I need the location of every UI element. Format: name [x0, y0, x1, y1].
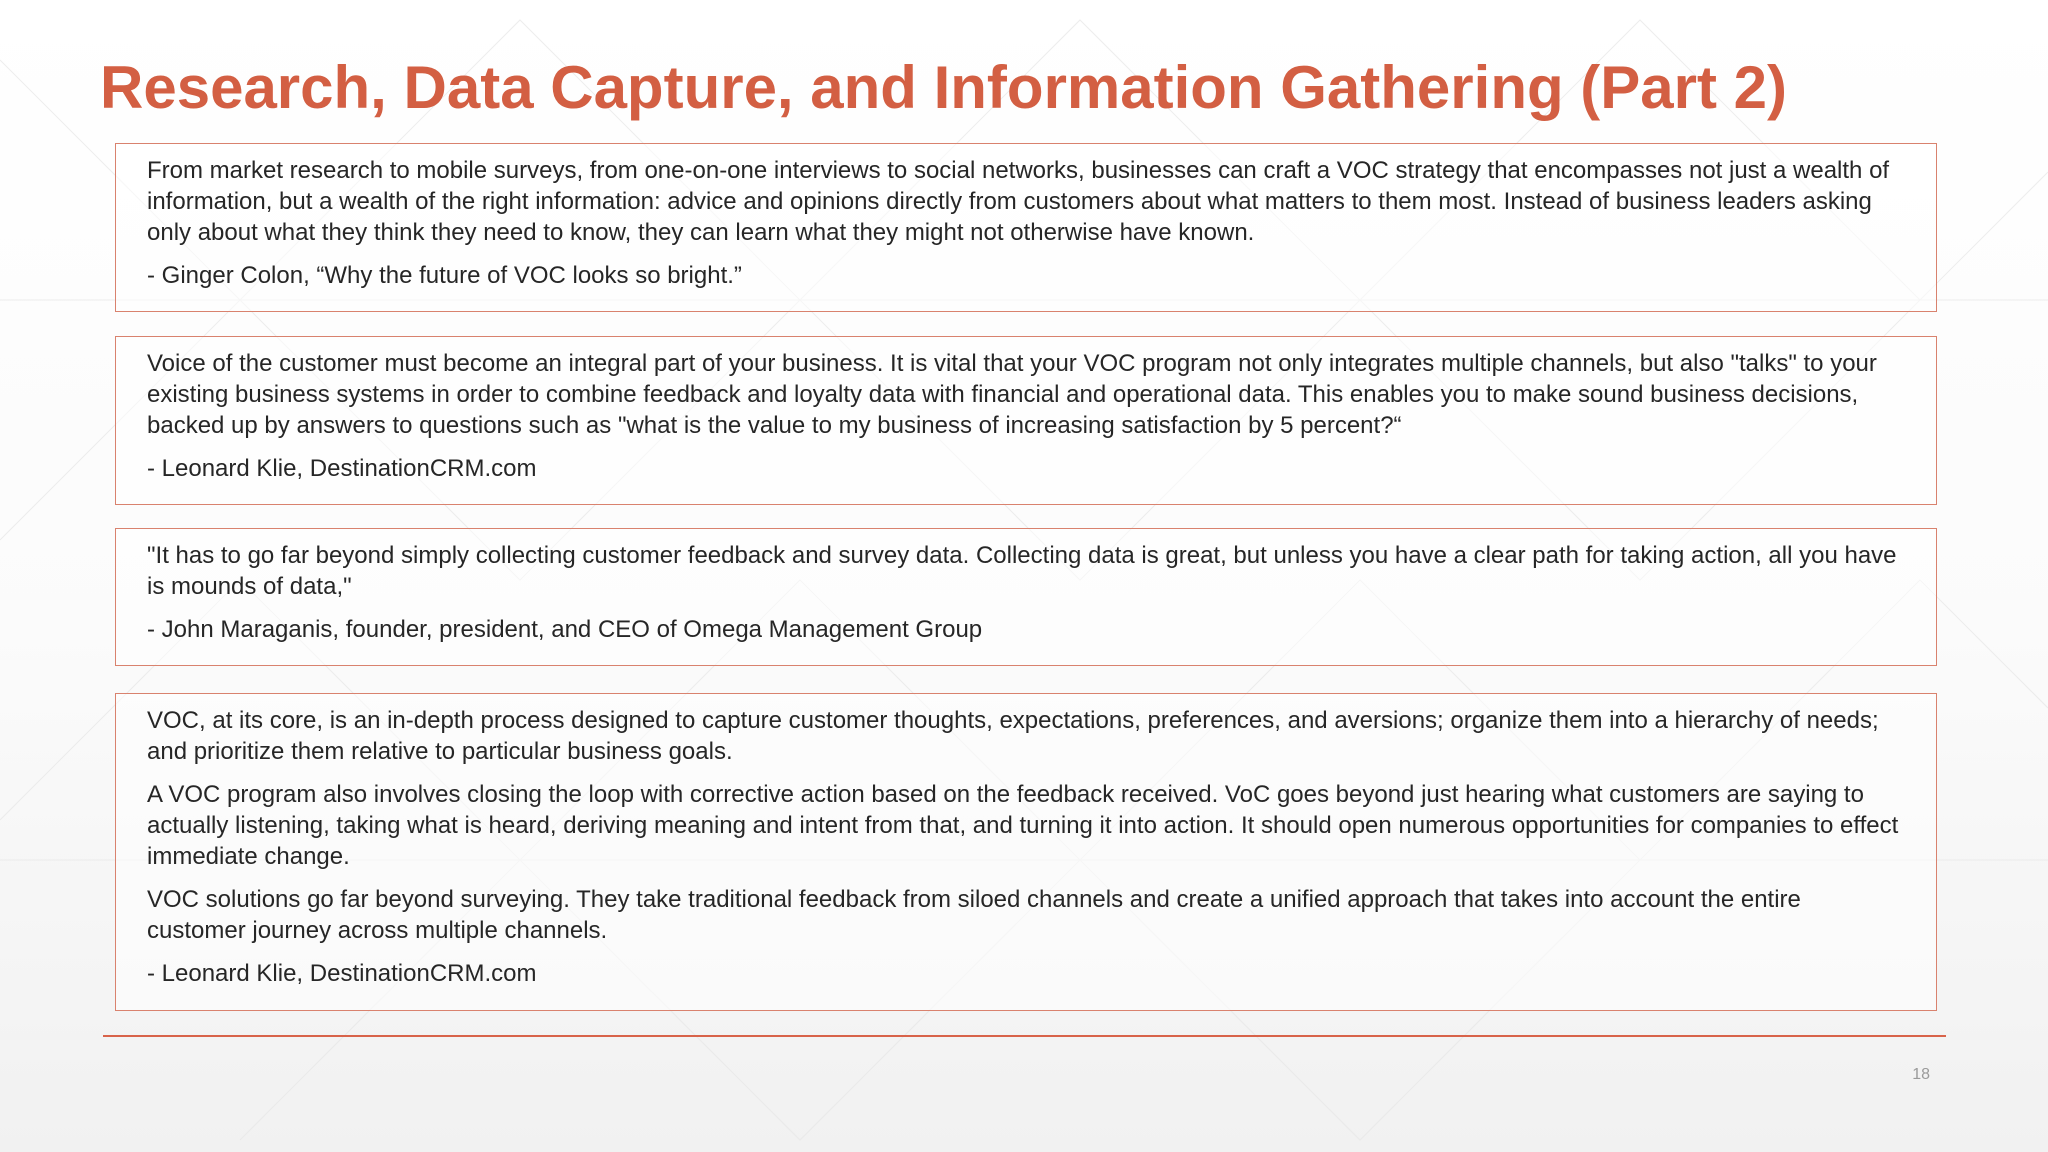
- quote-box-ginger-colon: [115, 143, 1937, 312]
- page-number: 18: [1912, 1066, 1930, 1083]
- quote-attribution: - John Maraganis, founder, president, and CEO of Omega Management Group: [147, 616, 983, 643]
- quote-text: Voice of the customer must become an integral part of your business. It is vital that your VOC program not only integrates multiple channels, but also "talks" to your existing business systems in order to combine feedback and loyalty data with financial and operational data. This enables you to make sound business decisions, backed up by answers to questions such as "what is the value to my business of increasing satisfaction by 5 percent?“: [147, 350, 1877, 439]
- quote-text: From market research to mobile surveys, from one-on-one interviews to social networks, businesses can craft a VOC strategy that encompasses not just a wealth of information, but a wealth of the right information: advice and opinions directly from customers about what matters to them most. Instead of business leaders asking only about what they think they need to know, they can learn what they might not otherwise have known.: [147, 157, 1890, 246]
- quote-box-voc-definition: [115, 693, 1937, 1011]
- quote-attribution: - Leonard Klie, DestinationCRM.com: [147, 455, 537, 482]
- quote-text: "It has to go far beyond simply collecting customer feedback and survey data. Collecting data is great, but unless you have a clear path for taking action, all you have is mounds of data,": [147, 542, 1897, 600]
- quote-box-john-maraganis: [115, 528, 1937, 666]
- quote-text: VOC, at its core, is an in-depth process designed to capture customer thoughts, expectations, preferences, and aversions; organize them into a hierarchy of needs; and prioritize them relative to particular business goals.: [147, 707, 1879, 765]
- footer-divider: [103, 1035, 1946, 1037]
- quote-attribution: - Ginger Colon, “Why the future of VOC looks so bright.”: [147, 262, 742, 289]
- slide-title: Research, Data Capture, and Information Gathering (Part 2): [100, 54, 1788, 121]
- quote-text: A VOC program also involves closing the loop with corrective action based on the feedback received. VoC goes beyond just hearing what customers are saying to actually listening, taking what is heard, deriving meaning and intent from that, and turning it into action. It should open numerous opportunities for companies to effect immediate change.: [147, 781, 1899, 870]
- quote-box-leonard-klie: [115, 336, 1937, 505]
- quote-attribution: - Leonard Klie, DestinationCRM.com: [147, 960, 537, 987]
- quote-text: VOC solutions go far beyond surveying. They take traditional feedback from siloed channels and create a unified approach that takes into account the entire customer journey across multiple channels.: [147, 886, 1801, 944]
